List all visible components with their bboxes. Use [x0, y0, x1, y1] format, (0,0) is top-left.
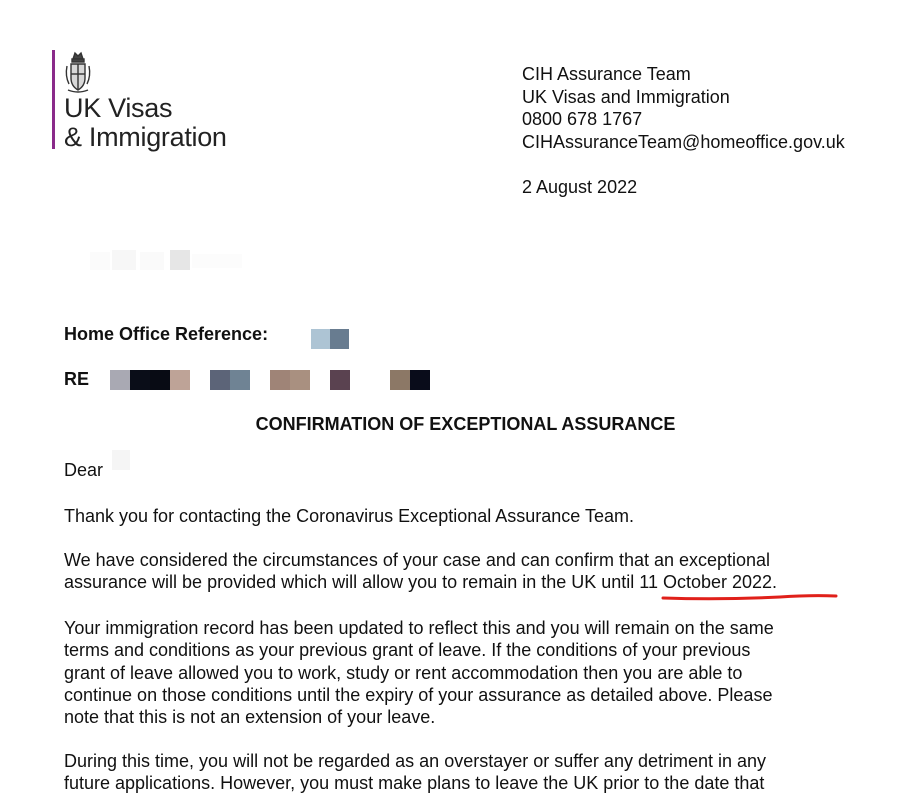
paragraph-assurance-line-2: assurance will be provided which will allow you to remain in the UK until 11 October 2022.	[64, 572, 778, 593]
salutation-text: Dear	[64, 460, 104, 480]
re-label: RE	[64, 369, 90, 389]
red-underline-annotation	[660, 589, 840, 603]
sender-department: UK Visas and Immigration	[522, 86, 730, 107]
royal-crest-icon	[64, 50, 92, 94]
paragraph-overstayer-line-1: During this time, you will not be regarded as an overstayer or suffer any detriment in any	[64, 751, 767, 771]
logo-line-2: & Immigration	[64, 122, 227, 152]
sender-address	[522, 63, 845, 153]
paragraph-overstayer	[64, 750, 854, 795]
letter-heading: CONFIRMATION OF EXCEPTIONAL ASSURANCE	[255, 414, 676, 434]
logo-line-1: UK Visas	[64, 93, 173, 123]
paragraph-record-line-3: grant of leave allowed you to work, study or rent accommodation then you are able to	[64, 662, 743, 683]
paragraph-record-updated	[64, 617, 854, 728]
sender-team: CIH Assurance Team	[522, 64, 691, 84]
redacted-salutation-name	[112, 450, 130, 470]
home-office-reference-label: Home Office Reference:	[64, 324, 269, 344]
paragraph-thanks: Thank you for contacting the Coronavirus Exceptional Assurance Team.	[64, 506, 634, 526]
paragraph-record-line-2: terms and conditions as your previous grant of leave. If the conditions of your previous	[64, 640, 751, 661]
paragraph-record-line-5: note that this is not an extension of your leave.	[64, 707, 436, 728]
salutation	[64, 459, 854, 481]
paragraph-record-line-1: Your immigration record has been updated to reflect this and you will remain on the same	[64, 618, 774, 638]
paragraph-assurance-line-1: We have considered the circumstances of your case and can confirm that an exceptional	[64, 550, 771, 570]
paragraph-assurance	[64, 549, 854, 594]
paragraph-overstayer-line-2: future applications. However, you must make plans to leave the UK prior to the date that	[64, 773, 765, 794]
sender-phone: 0800 678 1767	[522, 109, 643, 129]
logo-wordmark	[64, 94, 227, 152]
paragraph-record-line-4: continue on those conditions until the expiry of your assurance as detailed above. Please	[64, 684, 773, 705]
letter-date: 2 August 2022	[522, 177, 638, 197]
logo-accent-bar	[52, 50, 55, 149]
sender-email: CIHAssuranceTeam@homeoffice.gov.uk	[522, 131, 845, 152]
